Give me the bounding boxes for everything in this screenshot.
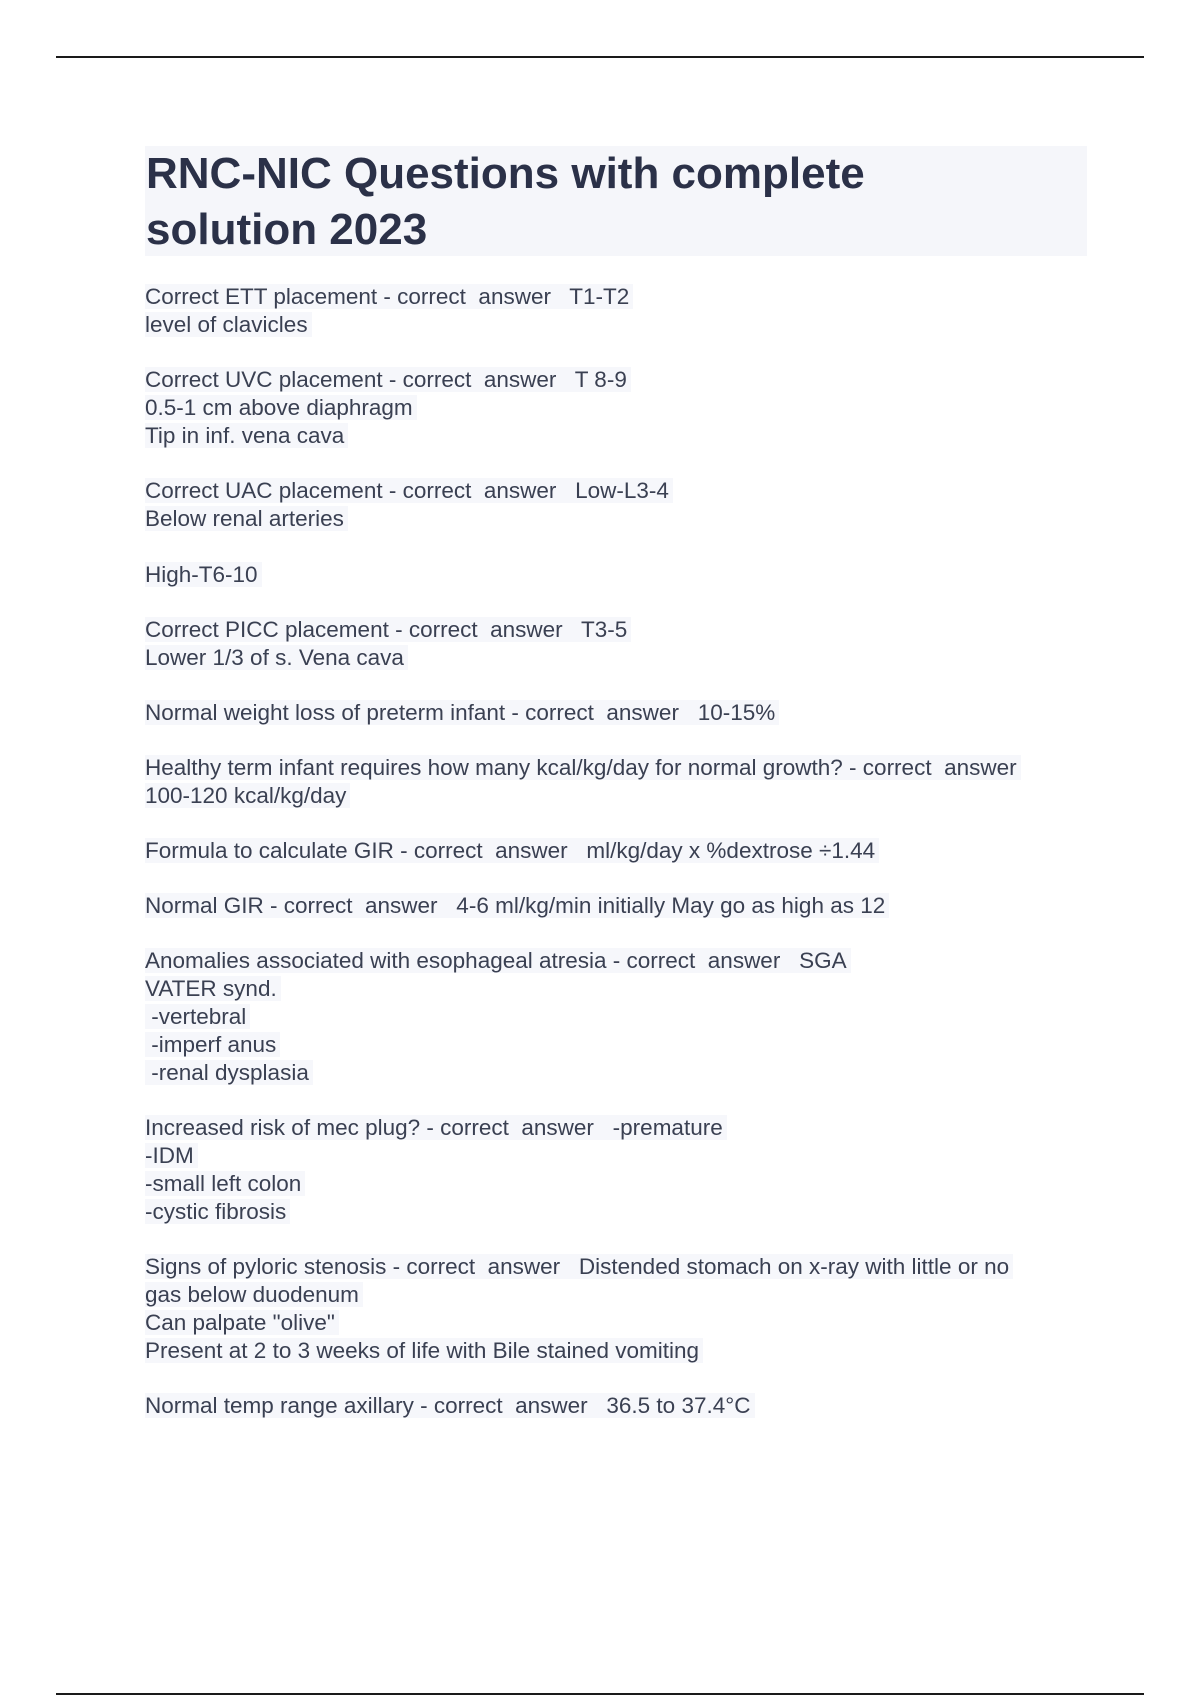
qa-item-mec-plug <box>145 1114 1095 1226</box>
qa-blank-line <box>145 533 1095 561</box>
qa-line: Correct UVC placement - correct answer T 8-9 <box>145 367 631 392</box>
title-line-2: solution 2023 <box>146 205 428 254</box>
qa-line: -small left colon <box>145 1171 305 1196</box>
qa-line: -IDM <box>145 1143 198 1168</box>
qa-item-uvc <box>145 366 1095 450</box>
qa-line: High-T6-10 <box>145 562 262 587</box>
qa-item-picc <box>145 616 1095 672</box>
qa-line: Correct UAC placement - correct answer Low-L3-4 <box>145 478 673 503</box>
qa-line: Normal GIR - correct answer 4-6 ml/kg/min initially May go as high as 12 <box>145 893 889 918</box>
qa-line: -imperf anus <box>145 1032 280 1057</box>
qa-item-gir-formula <box>145 837 1095 865</box>
qa-line: Increased risk of mec plug? - correct answer -premature <box>145 1115 727 1140</box>
qa-item-kcal <box>145 754 1095 810</box>
qa-line: 100-120 kcal/kg/day <box>145 783 350 808</box>
qa-item-normal-gir <box>145 892 1095 920</box>
title-line-1: RNC-NIC Questions with complete <box>146 149 865 198</box>
qa-item-ett <box>145 283 1095 339</box>
qa-line: Lower 1/3 of s. Vena cava <box>145 645 408 670</box>
qa-line: level of clavicles <box>145 312 312 337</box>
qa-line: Formula to calculate GIR - correct answer ml/kg/day x %dextrose ÷1.44 <box>145 838 879 863</box>
bottom-divider <box>56 1693 1144 1695</box>
qa-item-uac <box>145 477 1095 589</box>
qa-line: -renal dysplasia <box>145 1060 313 1085</box>
qa-item-temp-range <box>145 1392 1095 1420</box>
top-divider <box>56 56 1144 58</box>
qa-line: Normal temp range axillary - correct answer 36.5 to 37.4°C <box>145 1393 755 1418</box>
qa-line: VATER synd. <box>145 976 281 1001</box>
qa-line: Correct PICC placement - correct answer T3-5 <box>145 617 631 642</box>
page-title <box>145 146 1087 256</box>
qa-line: Tip in inf. vena cava <box>145 423 348 448</box>
qa-line: Correct ETT placement - correct answer T1-T2 <box>145 284 633 309</box>
qa-line: -vertebral <box>145 1004 250 1029</box>
qa-item-pyloric-stenosis <box>145 1253 1095 1365</box>
qa-item-weight-loss <box>145 699 1095 727</box>
qa-line: Can palpate "olive" <box>145 1310 339 1335</box>
qa-line: Signs of pyloric stenosis - correct answer Distended stomach on x-ray with little or no <box>145 1254 1013 1279</box>
qa-list <box>145 283 1095 1420</box>
qa-line: -cystic fibrosis <box>145 1199 290 1224</box>
qa-line: Present at 2 to 3 weeks of life with Bile stained vomiting <box>145 1338 703 1363</box>
qa-line: Anomalies associated with esophageal atresia - correct answer SGA <box>145 948 851 973</box>
qa-line: 0.5-1 cm above diaphragm <box>145 395 417 420</box>
qa-item-esophageal-atresia <box>145 947 1095 1087</box>
qa-line: Below renal arteries <box>145 506 348 531</box>
qa-line: gas below duodenum <box>145 1282 363 1307</box>
qa-line: Healthy term infant requires how many kcal/kg/day for normal growth? - correct answer <box>145 755 1021 780</box>
qa-line: Normal weight loss of preterm infant - correct answer 10-15% <box>145 700 779 725</box>
